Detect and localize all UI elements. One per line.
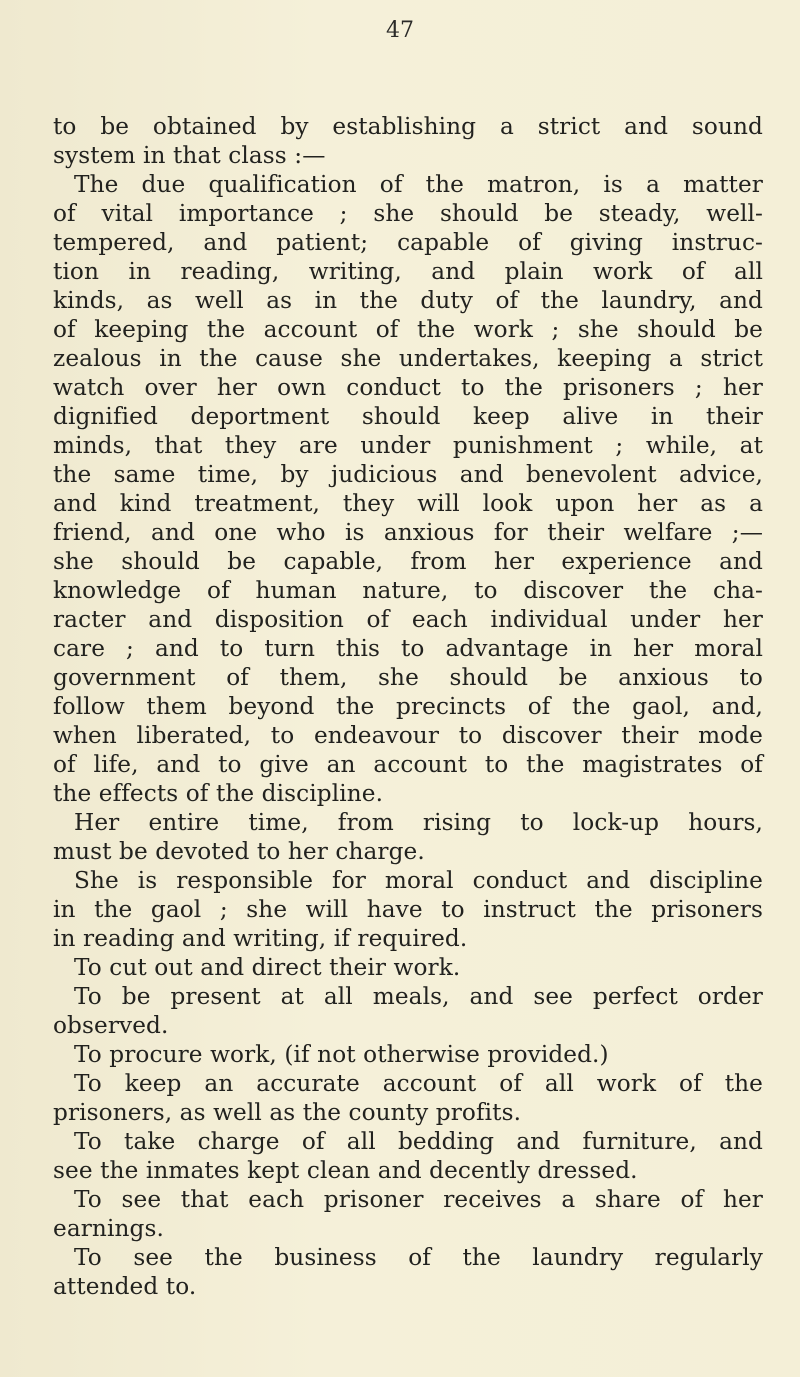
text-line: earnings. xyxy=(53,1215,164,1242)
text-line: the effects of the discipline. xyxy=(53,780,384,807)
text-line: in reading and writing, if required. xyxy=(53,925,468,952)
text-line: minds, that they are under punishment ; while, at xyxy=(53,432,763,459)
text-line: of life, and to give an account to the magistrates of xyxy=(53,751,763,778)
text-line: the same time, by judicious and benevolent advice, xyxy=(53,461,763,488)
text-line: must be devoted to her charge. xyxy=(53,838,425,865)
text-line: prisoners, as well as the county profits. xyxy=(53,1099,522,1126)
page-number: 47 xyxy=(386,18,414,43)
text-line: follow them beyond the precincts of the gaol, and, xyxy=(53,693,763,720)
text-line: To be present at all meals, and see perfect order xyxy=(74,983,763,1010)
text-line: of keeping the account of the work ; she should be xyxy=(53,316,763,343)
text-line: zealous in the cause she undertakes, keeping a strict xyxy=(53,345,763,372)
text-line: of vital importance ; she should be steady, well- xyxy=(53,200,763,227)
text-line: observed. xyxy=(53,1012,169,1039)
text-line: To take charge of all bedding and furniture, and xyxy=(74,1128,763,1155)
text-line: To cut out and direct their work. xyxy=(74,954,461,981)
text-line: she should be capable, from her experience and xyxy=(53,548,763,575)
text-line: care ; and to turn this to advantage in her moral xyxy=(53,635,763,662)
text-line: kinds, as well as in the duty of the laundry, and xyxy=(53,287,763,314)
text-line: government of them, she should be anxious to xyxy=(53,664,763,691)
text-line: To keep an accurate account of all work of the xyxy=(74,1070,763,1097)
text-line: see the inmates kept clean and decently dressed. xyxy=(53,1157,638,1184)
text-line: tempered, and patient; capable of giving instruc- xyxy=(53,229,763,256)
text-line: tion in reading, writing, and plain work of all xyxy=(53,258,763,285)
text-line: She is responsible for moral conduct and discipline xyxy=(74,867,763,894)
text-line: To procure work, (if not otherwise provided.) xyxy=(74,1041,609,1068)
text-line: Her entire time, from rising to lock-up hours, xyxy=(74,809,763,836)
text-line: knowledge of human nature, to discover the cha- xyxy=(53,577,763,604)
text-line: The due qualification of the matron, is a matter xyxy=(74,171,763,198)
text-line: attended to. xyxy=(53,1273,197,1300)
text-line: to be obtained by establishing a strict and sound xyxy=(53,113,763,140)
text-line: dignified deportment should keep alive in their xyxy=(53,403,763,430)
text-line: To see that each prisoner receives a share of her xyxy=(74,1186,763,1213)
text-line: friend, and one who is anxious for their welfare ;— xyxy=(53,519,763,546)
text-line: racter and disposition of each individual under her xyxy=(53,606,763,633)
text-line: and kind treatment, they will look upon her as a xyxy=(53,490,763,517)
text-line: in the gaol ; she will have to instruct the prisoners xyxy=(53,896,763,923)
text-line: To see the business of the laundry regularly xyxy=(74,1244,763,1271)
text-line: watch over her own conduct to the prisoners ; her xyxy=(53,374,763,401)
text-line: when liberated, to endeavour to discover their mode xyxy=(53,722,763,749)
body-text xyxy=(53,112,763,1301)
text-line: system in that class :— xyxy=(53,142,326,169)
